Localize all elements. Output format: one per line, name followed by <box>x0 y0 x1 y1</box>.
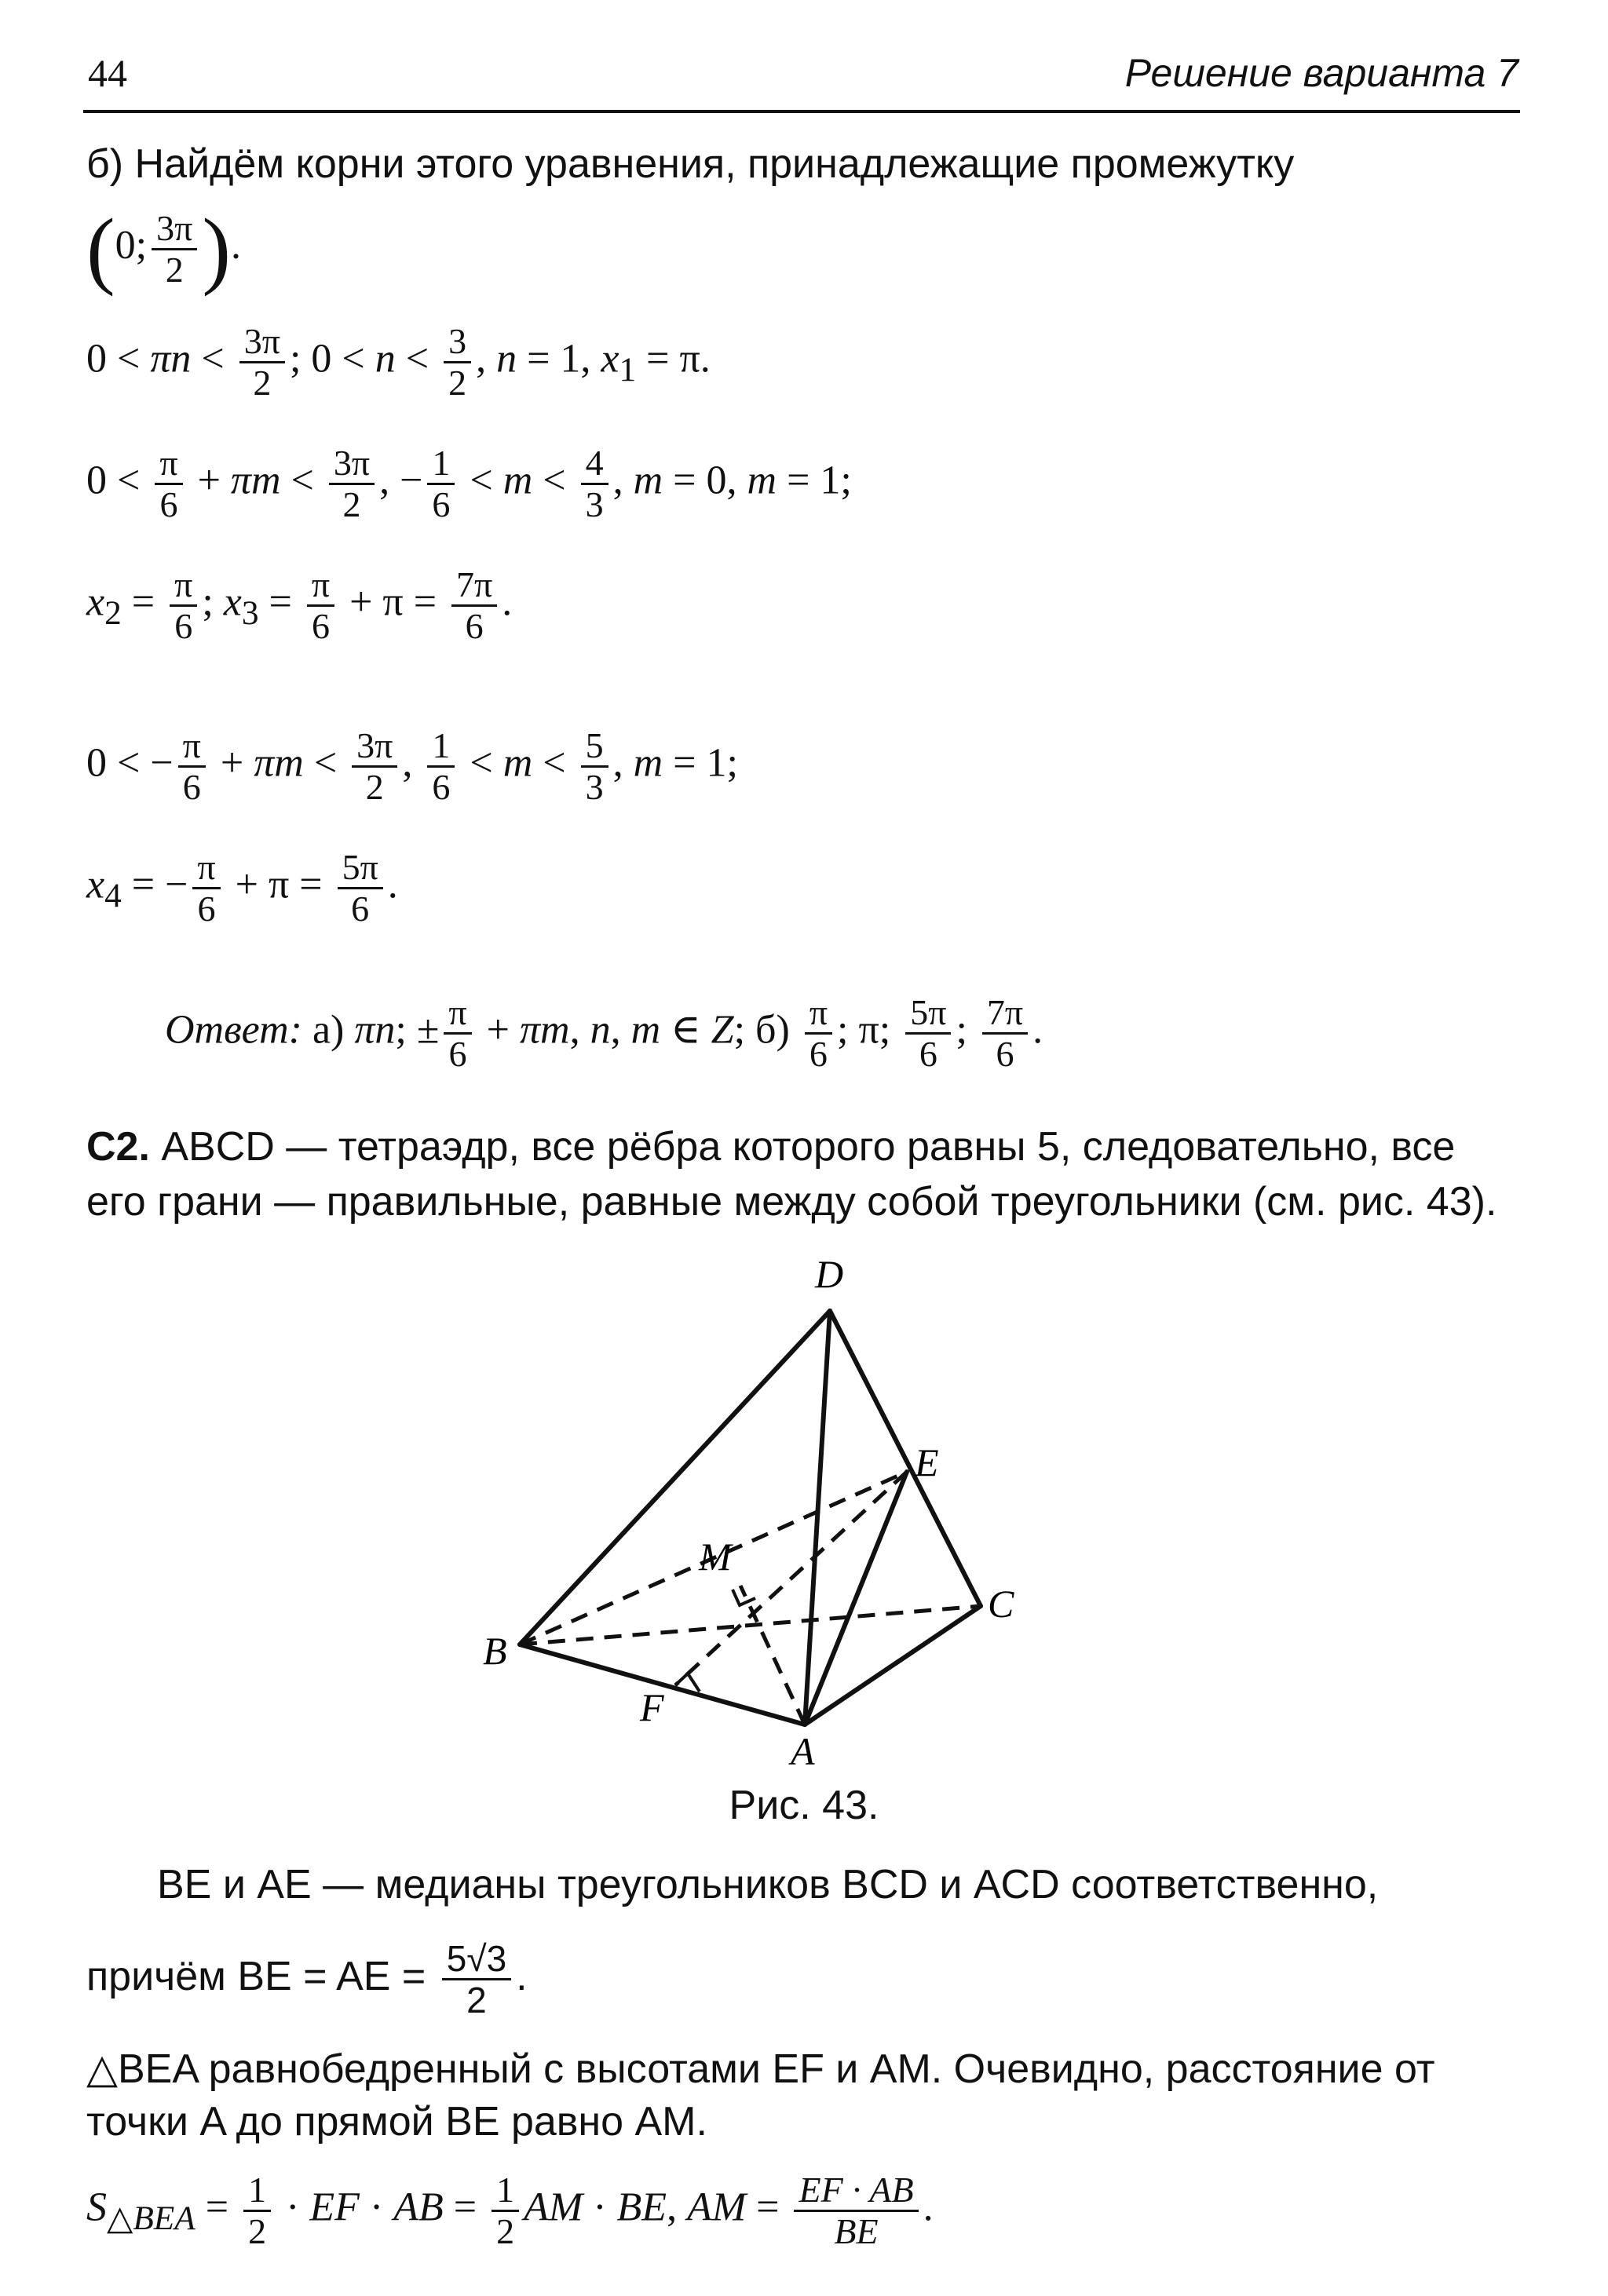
be-ae-paragraph: BE и AE — медианы треугольников BCD и ACD соответственно, <box>157 1862 1379 1907</box>
paragraph-b: б) Найдём корни этого уравнения, принадлежащие промежутку <box>86 141 1295 187</box>
page-number: 44 <box>88 51 127 95</box>
label-F: F <box>640 1685 664 1729</box>
bea-paragraph: △BEA равнобедренный с высотами EF и AM. Очевидно, расстояние от <box>86 2046 1435 2092</box>
answer-line: Ответ: а) πn; ± $\frac{\pi}{6}$ + πm, n, m ∈ Z; б) $\frac{\pi}{6}$ ; π; $\frac{5\pi}{6}$ ; $\frac{7\pi}{6}$ . <box>165 992 1043 1074</box>
be-ae-paragraph-2: причём BE = AE = $\frac{5√3}{2}$ . <box>86 1938 528 2020</box>
label-A: A <box>791 1729 815 1773</box>
edge-DB <box>520 1311 830 1644</box>
math-line-1: 0 < πn < $\frac{3\pi}{2}$ ; 0 < n < $\frac{3}{2}$ , n = 1, $x_1 = \pi$. <box>86 321 711 403</box>
c2-paragraph-2: его грани — правильные, равные между собой треугольники (см. рис. 43). <box>86 1179 1497 1225</box>
label-D: D <box>815 1252 844 1296</box>
math-line-2: 0 < $\frac{\pi}{6}$ + πm < $\frac{3\pi}{2}$ , − $\frac{1}{6}$ < m < $\frac{4}{3}$ , m = 0, m = 1; <box>86 443 852 524</box>
math-line-3: $x_2$ = $\frac{\pi}{6}$ ; $x_3$ = $\frac{\pi}{6}$ + π = $\frac{7\pi}{6}$ . <box>86 564 513 646</box>
edge-BC-hidden <box>520 1606 981 1644</box>
page-header <box>83 47 1520 113</box>
c2-paragraph: С2. ABCD — тетраэдр, все рёбра которого равны 5, следовательно, все <box>86 1124 1456 1170</box>
area-formula: $S_{\triangle BEA}$ = $\frac{1}{2}$ · EF · AB = $\frac{1}{2}$ AM · BE, AM = $\frac{EF \cdot AB}{BE}$ . <box>86 2170 934 2251</box>
height-EF <box>675 1472 907 1685</box>
height-AM <box>740 1586 805 1725</box>
interval: (0; $\frac{3\pi}{2}$ ). <box>86 201 241 297</box>
label-B: B <box>483 1629 507 1673</box>
bea-paragraph-2: точки A до прямой BE равно AM. <box>86 2099 707 2145</box>
tetrahedron-figure <box>440 1240 1146 1774</box>
math-line-5: $x_4$ = − $\frac{\pi}{6}$ + π = $\frac{5\pi}{6}$ . <box>86 847 398 929</box>
label-E: E <box>915 1440 939 1484</box>
math-line-4: 0 < − $\frac{\pi}{6}$ + πm < $\frac{3\pi}{2}$ , $\frac{1}{6}$ < m < $\frac{5}{3}$ , m = 1; <box>86 725 738 807</box>
label-C: C <box>988 1582 1014 1626</box>
running-head: Решение варианта 7 <box>1124 51 1518 95</box>
edge-DC <box>830 1311 981 1606</box>
figure-caption: Рис. 43. <box>729 1783 879 1828</box>
label-M: M <box>699 1535 732 1579</box>
